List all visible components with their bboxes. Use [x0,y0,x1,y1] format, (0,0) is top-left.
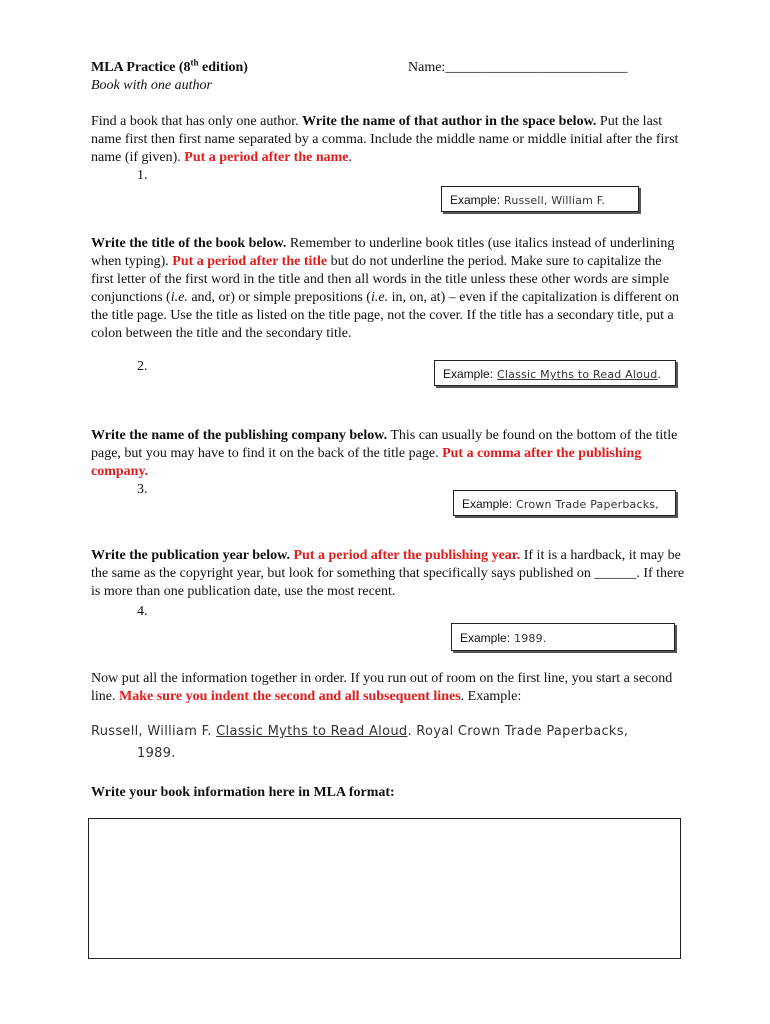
example-box-4 [451,623,675,651]
item-number-3: 3. [137,482,148,497]
example-box-2: Example: Classic Myths to Read Aloud. [434,360,676,386]
example-label: Example: [460,631,511,645]
example-author: Russell, William F. [504,194,606,207]
section-2-instructions: Write the title of the book below. Remember to underline book titles (use italics instead of underlining when typing). Put a period after the title but do not underline the period. Make sure to capitalize the first letter of the first word in the title and then all words in the title unless these other words are simple conjunctions (i.e. and, or) or simple prepositions (i.e. in, on, at) – even if the capitalization is different on the title page. Use the title as listed on the title page, not the cover. If the title has a secondary title, put a colon between the title and the secondary title. [91,236,680,341]
item-number-4: 4. [137,604,148,619]
example-label: Example: [443,367,494,381]
item-number-2: 2. [137,359,148,374]
section-3-instructions: Write the name of the publishing company below. This can usually be found on the bottom of the title page, but you may have to find it on the back of the title page. Put a comma after the publishing company. [91,428,678,479]
example-year: 1989. [514,632,547,645]
example-citation-line-2: 1989. [137,746,176,761]
example-box-3 [453,490,676,516]
example-title: Classic Myths to Read Aloud [497,368,658,381]
example-label: Example: [462,497,513,511]
section-4-instructions: Write the publication year below. Put a period after the publishing year. If it is a hardback, it may be the same as the copyright year, but look for something that specifically says published on ______. If there is more than one publication date, use the most recent. [91,548,685,599]
name-line: Name:__________________________ [408,60,628,75]
answer-box[interactable] [88,818,681,959]
worksheet-title: MLA Practice (8th edition) [91,57,248,75]
answer-prompt: Write your book information here in MLA format: [91,785,395,800]
section-1-instructions: Find a book that has only one author. Write the name of that author in the space below. Put the last name first then first name separated by a comma. Include the middle name or middle initial after the first name (if given). Put a period after the name. [91,114,679,165]
example-box-1 [441,186,639,212]
example-label: Example: [450,193,501,207]
example-citation-line-1: Russell, William F. Classic Myths to Read Aloud. Royal Crown Trade Paperbacks, [91,724,629,739]
example-publisher: Crown Trade Paperbacks, [516,498,659,511]
worksheet-subtitle: Book with one author [91,78,212,93]
item-number-1: 1. [137,168,148,183]
section-5-instructions: Now put all the information together in order. If you run out of room on the first line, you start a second line. Make sure you indent the second and all subsequent lines. Example: [91,671,673,704]
